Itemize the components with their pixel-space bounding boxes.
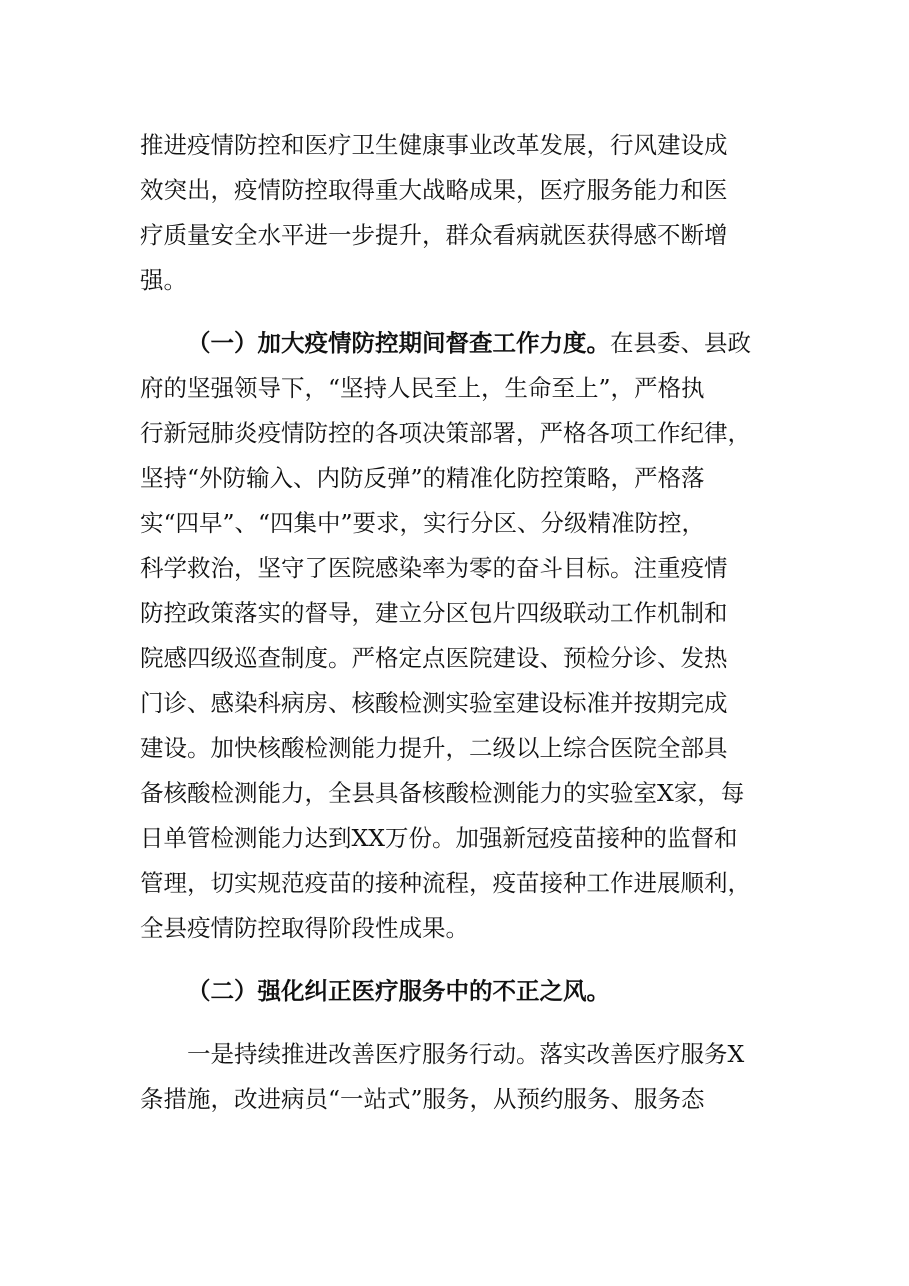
section-two-paragraph	[140, 969, 780, 1014]
paragraph-gap	[140, 1014, 780, 1032]
text-line: 备核酸检测能力，全县具备核酸检测能力的实验室X家，每	[140, 779, 745, 807]
text-line: 门诊、感染科病房、核酸检测实验室建设标准并按期完成	[140, 689, 728, 717]
text-line: 强。	[140, 266, 187, 294]
paragraph-gap	[140, 951, 780, 969]
text-line: 行新冠肺炎疫情防控的各项决策部署，严格各项工作纪律，	[140, 419, 751, 447]
section-one-paragraph	[140, 321, 780, 951]
text-line: 日单管检测能力达到XX万份。加强新冠疫苗接种的监督和	[140, 824, 738, 852]
text-line: 条措施，改进病员“一站式”服务，从预约服务、服务态	[140, 1085, 705, 1113]
text-line: 管理，切实规范疫苗的接种流程，疫苗接种工作进展顺利，	[140, 869, 751, 897]
text-line: 一是持续推进改善医疗服务行动。落实改善医疗服务X	[187, 1040, 745, 1068]
document-body	[140, 123, 780, 1122]
text-line: 科学救治，坚守了医院感染率为零的奋斗目标。注重疫情	[140, 554, 728, 582]
text-line: 坚持“外防输入、内防反弹”的精准化防控策略，严格落	[140, 464, 705, 492]
text-line: 府的坚强领导下，“坚持人民至上，生命至上”，严格执	[140, 374, 705, 402]
text-line: 全县疫情防控取得阶段性成果。	[140, 914, 469, 942]
section-two-heading: （二）强化纠正医疗服务中的不正之风。	[187, 977, 610, 1005]
section-one-first-line-rest: 在县委、县政	[610, 329, 751, 357]
section-one-heading: （一）加大疫情防控期间督查工作力度。	[187, 329, 610, 357]
intro-paragraph	[140, 123, 780, 303]
text-line: 建设。加快核酸检测能力提升，二级以上综合医院全部具	[140, 734, 728, 762]
text-line: 防控政策落实的督导，建立分区包片四级联动工作机制和	[140, 599, 728, 627]
section-one-first-line	[140, 321, 780, 366]
paragraph-gap	[140, 303, 780, 321]
text-line: 实“四早”、“四集中”要求，实行分区、分级精准防控，	[140, 509, 706, 537]
text-line: 院感四级巡查制度。严格定点医院建设、预检分诊、发热	[140, 644, 728, 672]
text-line: 疗质量安全水平进一步提升，群众看病就医获得感不断增	[140, 221, 728, 249]
text-line: 效突出，疫情防控取得重大战略成果，医疗服务能力和医	[140, 176, 728, 204]
paragraph-three	[140, 1032, 780, 1122]
text-line: 推进疫情防控和医疗卫生健康事业改革发展，行风建设成	[140, 131, 728, 159]
